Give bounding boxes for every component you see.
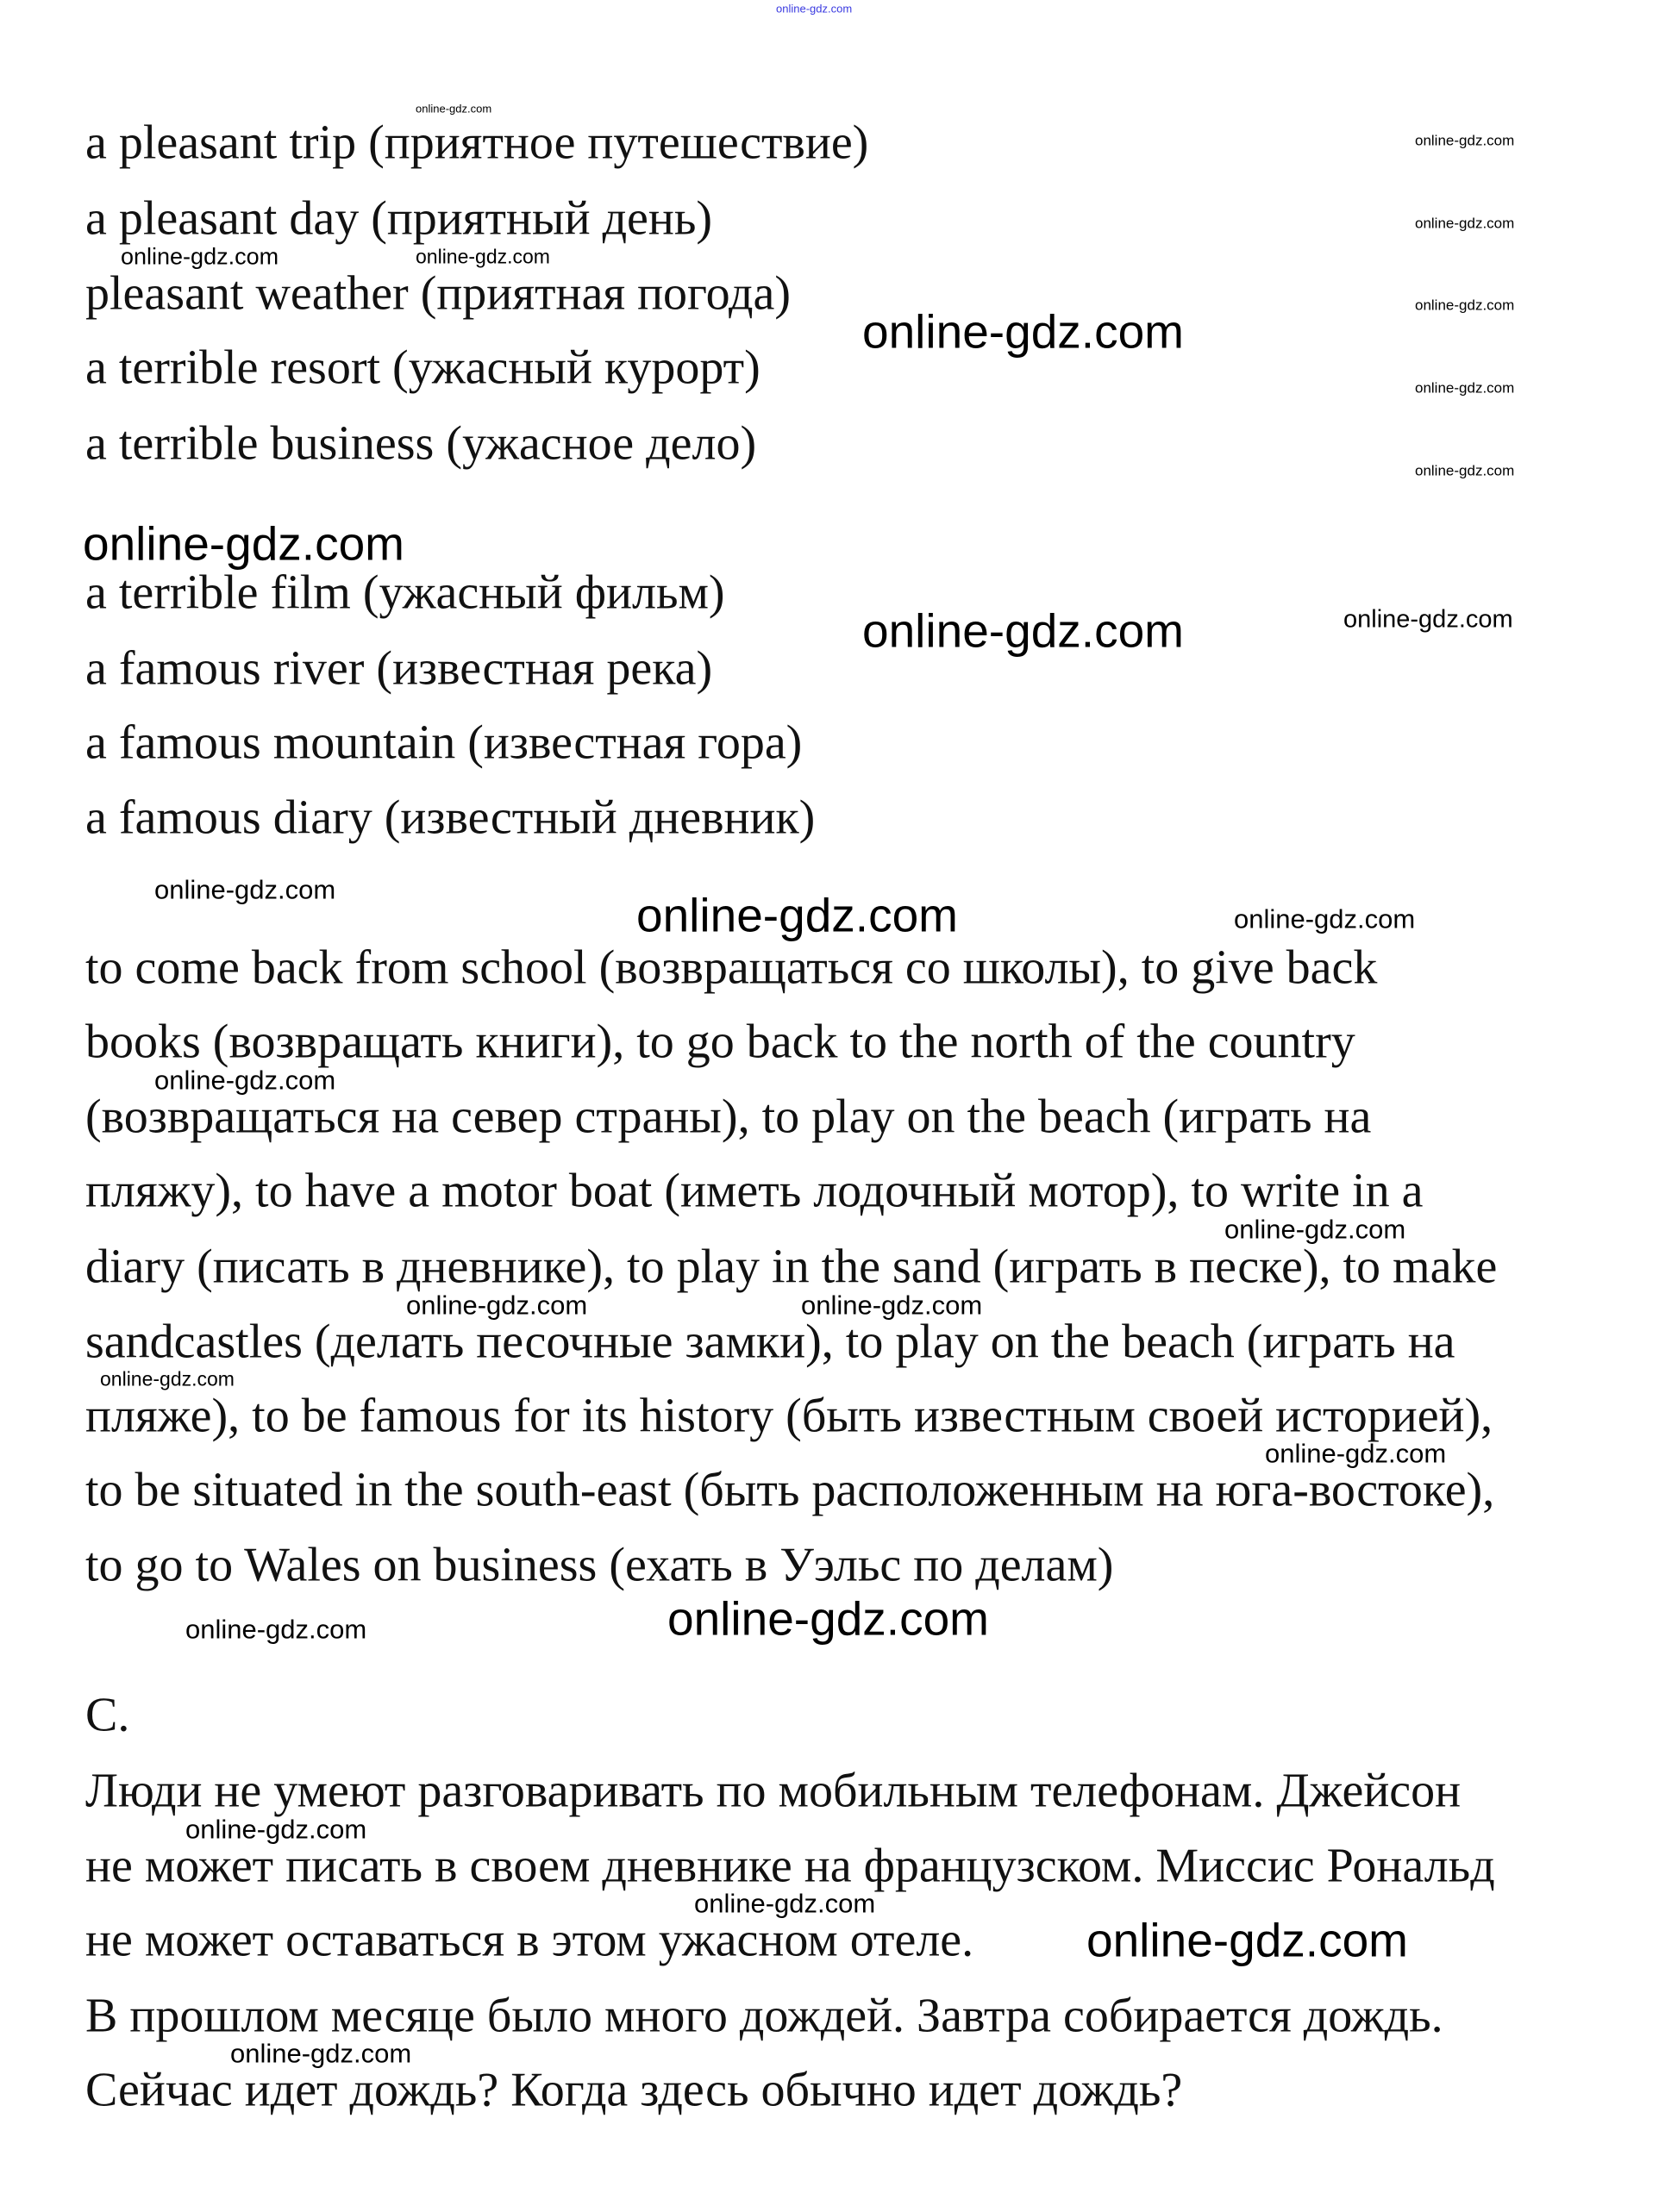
watermark: online-gdz.com [416,245,550,268]
watermark: online-gdz.com [1415,379,1515,397]
phrase-line: a pleasant trip (приятное путешествие) [85,116,869,170]
watermark: online-gdz.com [1415,297,1515,314]
watermark: online-gdz.com [1415,215,1515,232]
watermark: online-gdz.com [416,102,492,116]
watermark: online-gdz.com [100,1367,235,1390]
header-watermark[interactable]: online-gdz.com [776,2,853,16]
paragraph-line: to be situated in the south-east (быть расположенным на юга-востоке), [85,1463,1495,1517]
phrase-line: a pleasant day (приятный день) [85,191,713,246]
watermark: online-gdz.com [636,888,958,942]
watermark: online-gdz.com [185,1614,367,1645]
watermark: online-gdz.com [862,304,1184,359]
watermark: online-gdz.com [406,1290,588,1321]
watermark: online-gdz.com [1224,1214,1406,1245]
watermark: online-gdz.com [154,874,336,905]
watermark: online-gdz.com [1265,1438,1447,1469]
watermark: online-gdz.com [1415,462,1515,479]
phrase-line: pleasant weather (приятная погода) [85,266,792,321]
translation-line: Сейчас идет дождь? Когда здесь обычно идет дождь? [85,2063,1183,2117]
paragraph-line: пляже), to be famous for its history (быть известным своей историей), [85,1389,1493,1443]
watermark: online-gdz.com [83,516,404,571]
watermark: online-gdz.com [801,1290,983,1321]
watermark: online-gdz.com [154,1065,336,1096]
watermark: online-gdz.com [1086,1913,1408,1967]
section-c-label: C. [85,1688,130,1742]
phrase-line: a terrible business (ужасное дело) [85,416,757,471]
phrase-line: a famous mountain (известная гора) [85,715,803,770]
watermark: online-gdz.com [862,603,1184,658]
translation-line: не может оставаться в этом ужасном отеле. [85,1913,974,1967]
watermark: online-gdz.com [185,1814,367,1845]
paragraph-line: to go to Wales on business (ехать в Уэльс по делам) [85,1538,1114,1592]
phrase-line: a terrible resort (ужасный курорт) [85,341,761,395]
watermark: online-gdz.com [1234,903,1416,934]
watermark: online-gdz.com [121,243,279,270]
paragraph-line: пляжу), to have a motor boat (иметь лодочный мотор), to write in a [85,1164,1424,1218]
watermark: online-gdz.com [1343,605,1513,634]
watermark: online-gdz.com [694,1888,876,1919]
paragraph-line: diary (писать в дневнике), to play in the sand (играть в песке), to make [85,1240,1498,1294]
paragraph-line: books (возвращать книги), to go back to the north of the country [85,1015,1355,1069]
translation-line: В прошлом месяце было много дождей. Завтра собирается дождь. [85,1989,1443,2043]
phrase-line: a famous diary (известный дневник) [85,790,816,845]
translation-line: Люди не умеют разговаривать по мобильным телефонам. Джейсон [85,1764,1462,1818]
watermark: online-gdz.com [230,2038,412,2069]
paragraph-line: (возвращаться на север страны), to play on the beach (играть на [85,1090,1372,1144]
translation-line: не может писать в своем дневнике на французском. Миссис Рональд [85,1839,1495,1893]
paragraph-line: to come back from school (возвращаться со школы), to give back [85,940,1378,995]
phrase-line: a terrible film (ужасный фильм) [85,565,725,620]
watermark: online-gdz.com [1415,132,1515,149]
phrase-line: a famous river (известная река) [85,641,713,696]
watermark: online-gdz.com [667,1591,989,1646]
paragraph-line: sandcastles (делать песочные замки), to play on the beach (играть на [85,1315,1455,1369]
